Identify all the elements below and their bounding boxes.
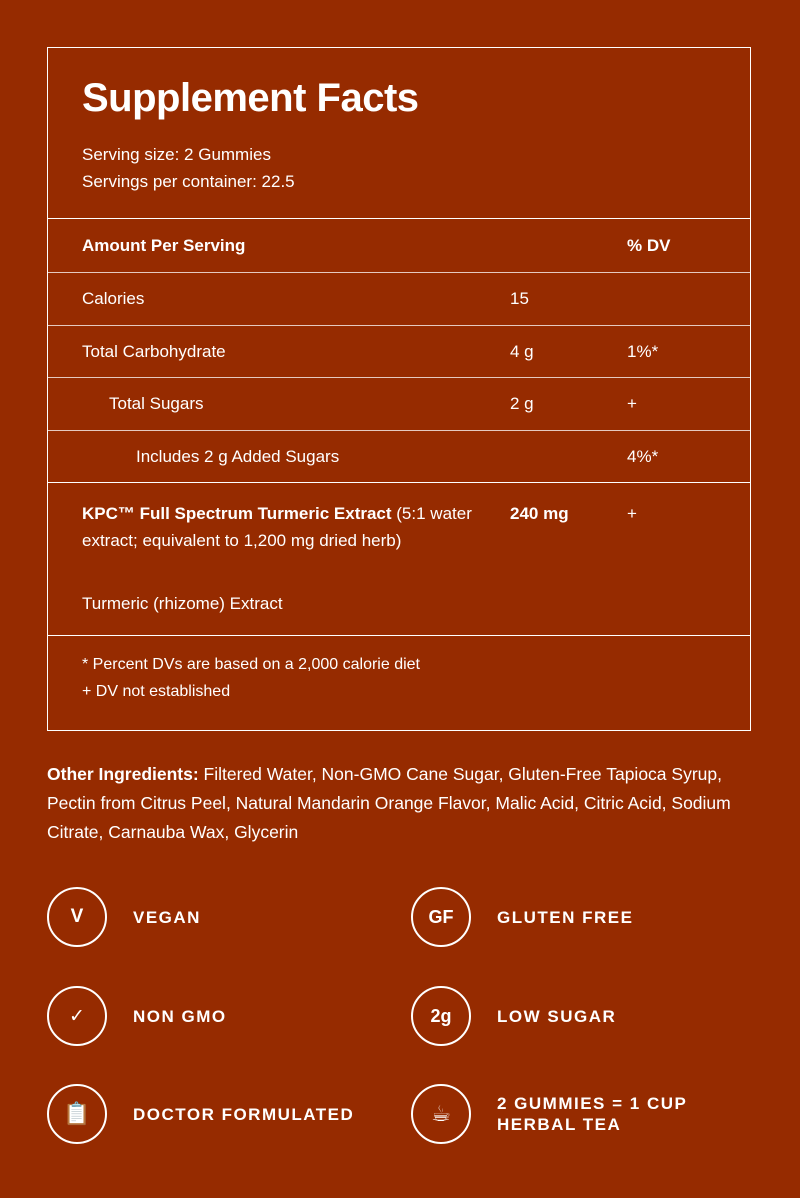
badge-gluten-free (411, 887, 633, 947)
divider (48, 482, 750, 483)
other-ingredients-label: Other Ingredients: (47, 764, 199, 784)
badge-doctor-formulated (47, 1084, 354, 1144)
page-title: Supplement Facts (82, 76, 419, 120)
divider (48, 218, 750, 219)
gluten-free-icon: GF (411, 887, 471, 947)
added-sugars-dv: 4%* (627, 447, 659, 466)
badge-vegan (47, 887, 201, 947)
badge-label: VEGAN (133, 907, 201, 927)
kpc-sub-ingredient: Turmeric (rhizome) Extract (82, 594, 283, 613)
badge-low-sugar (411, 986, 616, 1046)
other-ingredients-text: Filtered Water, Non-GMO Cane Sugar, Gluten-Free Tapioca Syrup, Pectin from Citrus Peel, Natural Mandarin Orange Flavor, Malic Acid, Citric Acid, Sodium Citrate, Carnauba Wax, Glycerin (47, 764, 731, 842)
total-sugars-dv: + (627, 394, 637, 413)
supplement-facts-panel (47, 47, 751, 731)
clipboard-icon: 📋 (47, 1084, 107, 1144)
badge-non-gmo (47, 986, 227, 1046)
divider (48, 635, 750, 636)
kpc-amount: 240 mg (510, 504, 569, 523)
divider (48, 377, 750, 378)
badge-label: GLUTEN FREE (497, 907, 634, 927)
badge-label-line2: HERBAL TEA (497, 1115, 622, 1134)
footnote-not-established: + DV not established (82, 683, 231, 700)
badge-label: DOCTOR FORMULATED (133, 1104, 355, 1124)
servings-per-container: Servings per container: 22.5 (82, 172, 295, 191)
badge-label: LOW SUGAR (497, 1006, 617, 1026)
badge-herbal-tea (411, 1084, 687, 1144)
amount-per-serving-header: Amount Per Serving (82, 236, 246, 255)
total-sugars-label: Total Sugars (109, 394, 204, 413)
divider (48, 430, 750, 431)
kpc-ingredient-detail: (5:1 water extract; equivalent to 1,200 mg dried herb) (82, 504, 472, 550)
total-carbohydrate-label: Total Carbohydrate (82, 342, 226, 361)
divider (48, 272, 750, 273)
calories-amount: 15 (510, 289, 529, 308)
footnote-dv: * Percent DVs are based on a 2,000 calorie diet (82, 656, 420, 673)
divider (48, 325, 750, 326)
added-sugars-label: Includes 2 g Added Sugars (136, 447, 340, 466)
total-carbohydrate-dv: 1%* (627, 342, 659, 361)
badge-label (497, 1093, 687, 1135)
dv-header: % DV (627, 236, 671, 255)
serving-size: Serving size: 2 Gummies (82, 145, 271, 164)
calories-label: Calories (82, 289, 145, 308)
kpc-ingredient (82, 500, 502, 554)
other-ingredients (47, 760, 747, 847)
badge-label-line1: 2 GUMMIES = 1 CUP (497, 1094, 688, 1113)
tea-cup-icon: ☕ (411, 1084, 471, 1144)
checkmark-icon: ✓ (47, 986, 107, 1046)
badge-label: NON GMO (133, 1006, 227, 1026)
vegan-icon: V (47, 887, 107, 947)
total-carbohydrate-amount: 4 g (510, 342, 534, 361)
kpc-ingredient-name: KPC™ Full Spectrum Turmeric Extract (82, 504, 392, 523)
total-sugars-amount: 2 g (510, 394, 534, 413)
low-sugar-icon: 2g (411, 986, 471, 1046)
kpc-dv: + (627, 504, 637, 523)
